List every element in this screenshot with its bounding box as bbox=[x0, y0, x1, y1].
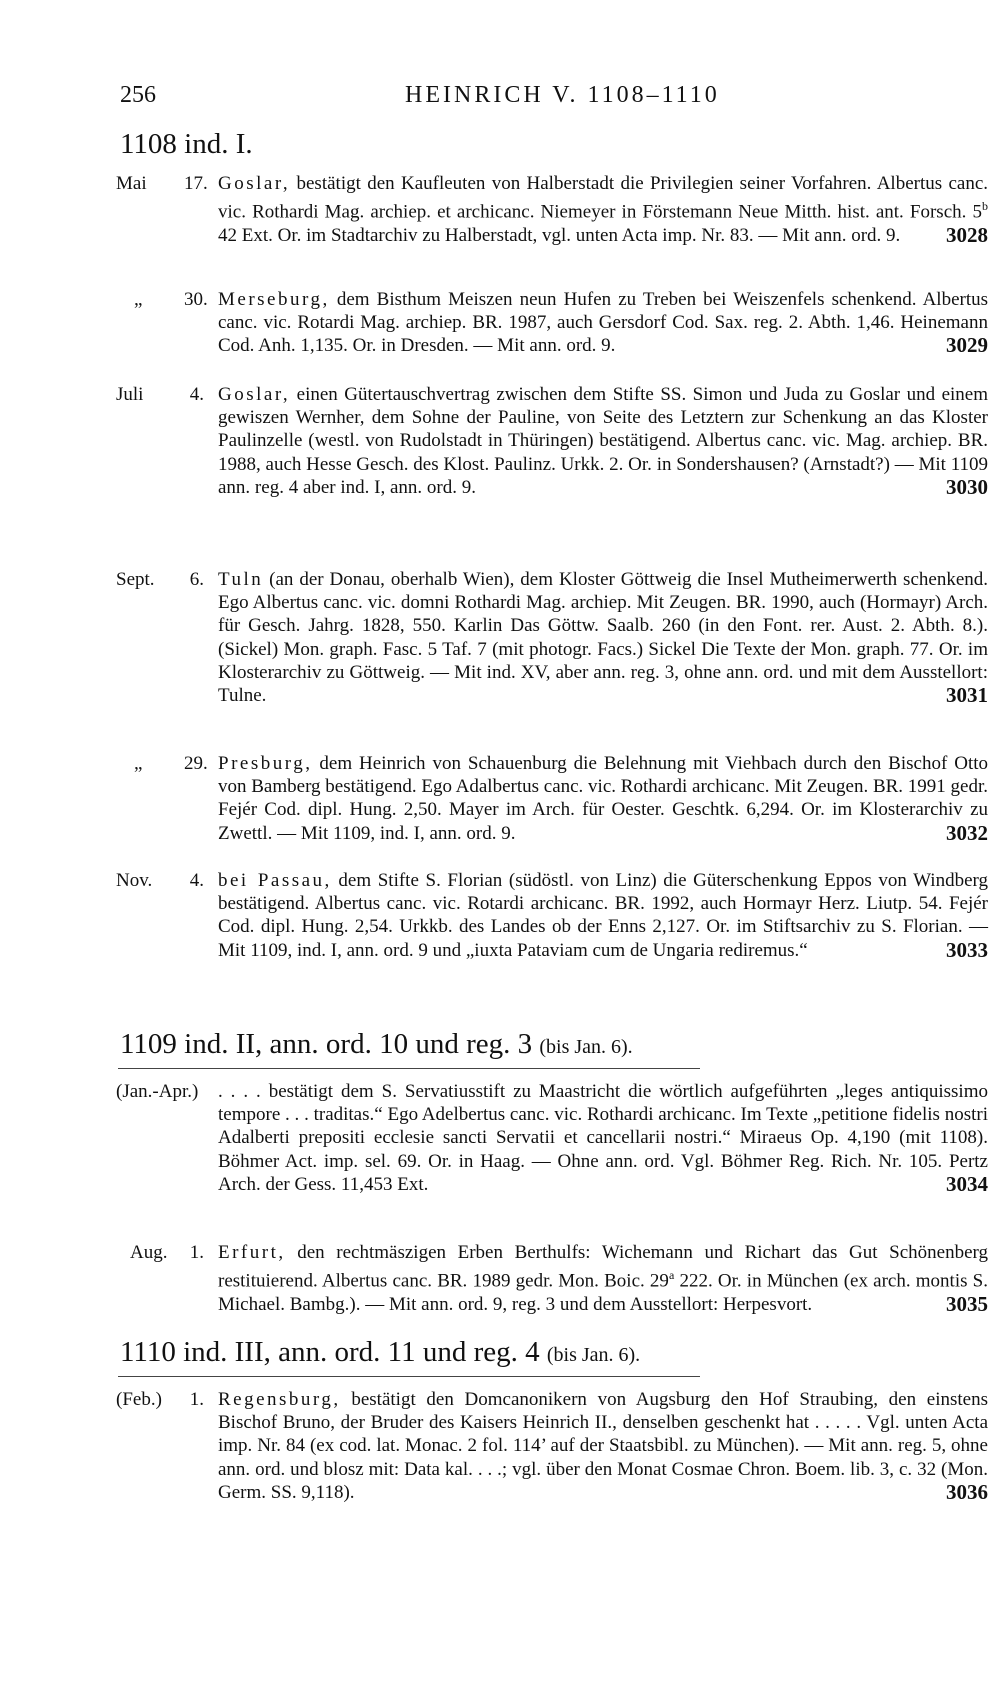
entry-3035 bbox=[116, 1241, 988, 1316]
regest-number: 3028 bbox=[946, 222, 988, 247]
regest-number: 3030 bbox=[946, 474, 988, 499]
entry-month: Aug. bbox=[130, 1242, 168, 1263]
section-heading-1109 bbox=[120, 1028, 633, 1061]
page-number: 256 bbox=[120, 82, 156, 108]
entry-month: Nov. bbox=[116, 870, 153, 891]
entry-text: einen Gütertauschvertrag zwischen dem Stifte SS. Simon und Juda zu Goslar und einem gewiszen Wernher, dem Sohne der Pauline, von Seite des Letztern zur Schenkung an das Kloster Paulinzelle (westl. von Rudolstadt in Thüringen) bestätigend. Albertus canc. vic. Mag. archiep. BR. 1988, auch Hesse Gesch. des Klost. Paulinz. Urkk. 2. Or. in Sondershausen? (Arnstadt?) — Mit 1109 ann. reg. 4 aber ind. I, ann. ord. 9. bbox=[218, 384, 988, 498]
entry-date bbox=[116, 1241, 204, 1264]
section-heading-text: 1108 ind. I. bbox=[120, 128, 253, 160]
regest-number: 3036 bbox=[946, 1479, 988, 1504]
entry-day: 29. bbox=[184, 753, 208, 774]
entry-text: . . . . bestätigt dem S. Servatiusstift zu Maastricht die wörtlich aufgeführten „leges antiquissimo tempore . . . traditas.“ Ego Adelbertus canc. vic. Rothardi archicanc. Im Texte „petitione fidelis nostri Adalberti prepositi ecclesie sancti Servatii et cancellarii nostri.“ Miraeus Op. 4,190 (mit 1108). Böhmer Act. imp. sel. 69. Or. in Haag. — Ohne ann. ord. Vgl. Böhmer Reg. Rich. Nr. 105. Pertz Arch. der Gess. 11,453 Ext. bbox=[218, 1081, 988, 1195]
entry-date bbox=[116, 752, 208, 775]
entry-date bbox=[116, 383, 204, 406]
entry-day: 4. bbox=[189, 384, 204, 405]
entry-superscript: b bbox=[982, 199, 988, 214]
entry-text: dem Stifte S. Florian (südöstl. von Linz) die Güterschenkung Eppos von Windberg bestätigend. Albertus canc. vic. Rotardi archicanc. BR. 1992, auch Hormayr Herz. Liutp. 54. Fejér Cod. dipl. Hung. 2,54. Urkkb. des Landes ob der Enns 2,127. Or. im Stiftsarchiv zu S. Florian. — Mit 1109, ind. I, ann. ord. 9 und „iuxta Pataviam cum de Ungaria rediremus.“ bbox=[218, 870, 988, 961]
section-heading-1108 bbox=[120, 128, 253, 161]
regest-number: 3035 bbox=[946, 1291, 988, 1316]
entry-place: Erfurt, bbox=[218, 1242, 286, 1263]
entry-month: „ bbox=[134, 289, 143, 310]
entry-day: 1. bbox=[189, 1242, 204, 1263]
entry-text: (an der Donau, oberhalb Wien), dem Kloster Göttweig die Insel Mutheimerwerth schenkend. Ego Albertus canc. vic. domni Rothardi Mag. archiep. Mit Zeugen. BR. 1990, auch (Hormayr) Arch. für Gesch. Jahrg. 1828, 550. Karlin Das Göttw. Saalb. 260 (in den Font. rer. Aust. 2. Abth. 8.). (Sickel) Mon. graph. Fasc. 5 Taf. 7 (mit photogr. Facs.) Sickel Die Texte der Mon. graph. 77. Or. im Klosterarchiv zu Göttweig. — Mit ind. XV, aber ann. reg. 3, ohne ann. ord. und mit dem Ausstellort: Tulne. bbox=[218, 569, 988, 707]
entry-place: Merseburg, bbox=[218, 289, 330, 310]
running-title: HEINRICH V. 1108–1110 bbox=[405, 82, 720, 108]
entry-place: Goslar, bbox=[218, 173, 291, 194]
entry-body bbox=[218, 172, 988, 247]
section-heading-1110 bbox=[120, 1336, 640, 1369]
section-rule bbox=[118, 1376, 700, 1377]
entry-3031 bbox=[116, 568, 988, 707]
entry-day: 30. bbox=[184, 289, 208, 310]
entry-text-cont: 42 Ext. Or. im Stadtarchiv zu Halberstadt, vgl. unten Acta imp. Nr. 83. — Mit ann. ord. 9. bbox=[218, 224, 901, 246]
entry-3036 bbox=[116, 1388, 988, 1504]
entry-body bbox=[218, 568, 988, 707]
section-rule bbox=[118, 1068, 700, 1069]
entry-month: Juli bbox=[116, 384, 144, 405]
entry-body bbox=[218, 869, 988, 962]
entry-date bbox=[116, 288, 208, 311]
entry-date bbox=[116, 869, 204, 892]
regest-number: 3029 bbox=[946, 333, 988, 358]
regest-number: 3032 bbox=[946, 820, 988, 845]
entry-month: Mai bbox=[116, 173, 147, 194]
entry-place: Regensburg, bbox=[218, 1389, 341, 1410]
entry-date bbox=[116, 172, 208, 195]
entry-place: bei Passau, bbox=[218, 870, 332, 891]
section-heading-text: 1110 ind. III, ann. ord. 11 und reg. 4 bbox=[120, 1336, 540, 1368]
entry-day: 6. bbox=[189, 569, 204, 590]
entry-body bbox=[218, 752, 988, 845]
entry-text: bestätigt den Domcanonikern von Augsburg den Hof Straubing, den einstens Bischof Bruno, der Bruder des Kaisers Heinrich II., denselben geschenkt hat . . . . . Vgl. unten Acta imp. Nr. 84 (ex cod. lat. Monac. 2 fol. 114’ auf der Staatsbibl. zu München). — Mit ann. reg. 5, ohne ann. ord. und blosz mit: Data kal. . . .; vgl. über den Monat Cosmae Chron. Boem. lib. 3, c. 32 (Mon. Germ. SS. 9,118). bbox=[218, 1389, 989, 1503]
entry-month: (Feb.) bbox=[116, 1389, 162, 1410]
regest-number: 3034 bbox=[946, 1171, 988, 1196]
entry-3033 bbox=[116, 869, 988, 962]
entry-text: dem Heinrich von Schauenburg die Belehnung mit Viehbach durch den Bischof Otto von Bamberg bestätigend. Ego Adalbertus canc. vic. Rothardi archicanc. Mit Zeugen. BR. 1991 gedr. Fejér Cod. dipl. Hung. 2,50. Mayer im Arch. für Oester. Geschtk. 6,294. Or. im Klosterarchiv zu Zwettl. — Mit 1109, ind. I, ann. ord. 9. bbox=[218, 753, 989, 844]
running-head bbox=[120, 82, 960, 114]
entry-text: den rechtmäszigen Erben Berthulfs: Wichemann und Richart das Gut Schönenberg restituierend. Albertus canc. BR. 1989 gedr. Mon. Boic. 29 bbox=[218, 1242, 988, 1292]
entry-day: 4. bbox=[189, 870, 204, 891]
entry-body bbox=[218, 1241, 988, 1316]
section-heading-text: 1109 ind. II, ann. ord. 10 und reg. 3 bbox=[120, 1028, 533, 1060]
entry-3034 bbox=[116, 1080, 988, 1196]
entry-day: 17. bbox=[184, 173, 208, 194]
section-heading-note: (bis Jan. 6). bbox=[546, 1344, 641, 1366]
regest-number: 3031 bbox=[946, 683, 988, 708]
entry-date bbox=[116, 1080, 198, 1103]
entry-body bbox=[218, 383, 988, 499]
entry-3032 bbox=[116, 752, 988, 845]
entry-text: bestätigt den Kaufleuten von Halberstadt die Privilegien seiner Vorfahren. Albertus canc. vic. Rothardi Mag. archiep. et archicanc. Niemeyer in Förstemann Neue Mitth. hist. ant. Forsch. 5 bbox=[218, 173, 989, 223]
entry-text: dem Bisthum Meiszen neun Hufen zu Treben bei Weiszenfels schenkend. Albertus canc. vic. Rotardi Mag. archiep. BR. 1987, auch Gersdorf Cod. Sax. reg. 2. Abth. 1,46. Heinemann Cod. Anh. 1,135. Or. in Dresden. — Mit ann. ord. 9. bbox=[218, 289, 988, 357]
entry-superscript: a bbox=[668, 1268, 675, 1283]
entry-day: 1. bbox=[189, 1389, 204, 1410]
entry-body bbox=[218, 1388, 988, 1504]
section-heading-note: (bis Jan. 6). bbox=[539, 1036, 633, 1058]
entry-3028 bbox=[116, 172, 988, 247]
entry-place: Goslar, bbox=[218, 384, 291, 405]
entry-3030 bbox=[116, 383, 988, 499]
entry-date bbox=[116, 1388, 204, 1411]
entry-place: Presburg, bbox=[218, 753, 313, 774]
entry-3029 bbox=[116, 288, 988, 358]
entry-month: Sept. bbox=[116, 569, 155, 590]
entry-body bbox=[218, 288, 988, 358]
regest-number: 3033 bbox=[946, 937, 988, 962]
entry-month: (Jan.-Apr.) bbox=[116, 1081, 199, 1102]
entry-date bbox=[116, 568, 204, 591]
entry-place: Tuln bbox=[218, 569, 264, 590]
entry-body bbox=[218, 1080, 988, 1196]
entry-month: „ bbox=[134, 753, 143, 774]
entry-text-cont: 222. Or. in München (ex arch. montis S. Michael. Bambg.). — Mit ann. ord. 9, reg. 3 und dem Ausstellort: Herpesvort. bbox=[218, 1270, 989, 1315]
